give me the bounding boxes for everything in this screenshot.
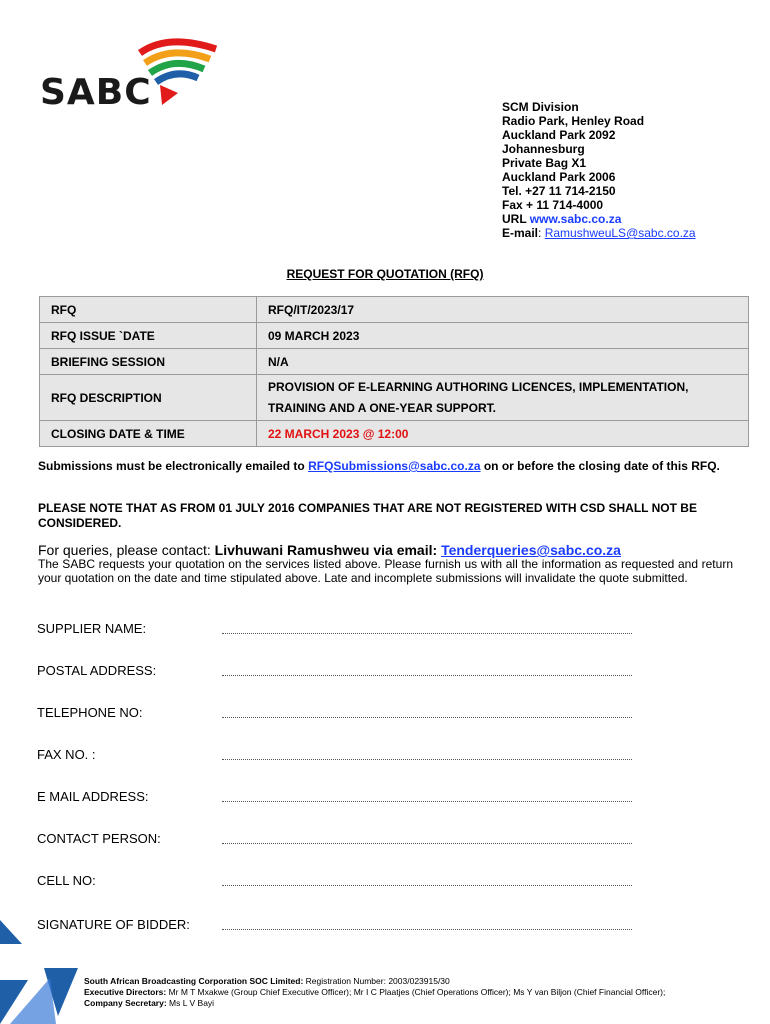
table-key: BRIEFING SESSION <box>40 349 257 375</box>
address-line: Radio Park, Henley Road <box>502 114 645 128</box>
email-label: E-mail <box>502 226 539 240</box>
supplier-name-line[interactable] <box>222 632 632 634</box>
footer-bold: South African Broadcasting Corporation SOC Limited: <box>84 976 304 986</box>
corner-decoration <box>0 920 80 1024</box>
email-address-label: E MAIL ADDRESS: <box>37 789 149 804</box>
email-address-line[interactable] <box>222 800 632 802</box>
footer-text: Ms L V Bayi <box>166 998 215 1008</box>
table-key: CLOSING DATE & TIME <box>40 421 257 447</box>
table-row <box>40 297 749 323</box>
email-sep: : <box>538 226 545 240</box>
footer-line <box>84 976 744 987</box>
address-line: Tel. +27 11 714-2150 <box>502 184 616 198</box>
email-line <box>502 226 696 240</box>
url-line <box>502 212 696 226</box>
csd-note: PLEASE NOTE THAT AS FROM 01 JULY 2016 COMPANIES THAT ARE NOT REGISTERED WITH CSD SHALL NOT BE CONSIDERED. <box>38 501 697 530</box>
footer-line <box>84 998 744 1009</box>
table-key: RFQ <box>40 297 257 323</box>
url-link[interactable]: www.sabc.co.za <box>529 212 622 226</box>
footer <box>84 976 744 1009</box>
fax-label: FAX NO. : <box>37 747 96 762</box>
submissions-paragraph <box>38 459 738 474</box>
table-row <box>40 421 749 447</box>
submissions-text: Submissions must be electronically emailed to <box>38 459 309 473</box>
rfq-table <box>39 296 749 447</box>
postal-address-label: POSTAL ADDRESS: <box>37 663 157 678</box>
address-line: Fax + 11 714-4000 <box>502 198 604 212</box>
address-line: Johannesburg <box>502 142 585 156</box>
contact-person-label: CONTACT PERSON: <box>37 831 161 846</box>
footer-text: Mr M T Mxakwe (Group Chief Executive Officer); Mr I C Plaatjes (Chief Operations Officer); Ms Y van Biljon (Chief Financial Officer); <box>166 987 666 997</box>
fax-line[interactable] <box>222 758 632 760</box>
instructions-paragraph: The SABC requests your quotation on the services listed above. Please furnish us with all the information as requested and return your quotation on the date and time stipulated above. Late and incomplete submissions will invalidate the quote submitted. <box>38 557 733 585</box>
address-line: Private Bag X1 <box>502 156 587 170</box>
url-label: URL <box>502 212 530 226</box>
queries-contact: Livhuwani Ramushweu via email: <box>214 542 442 558</box>
queries-line <box>38 542 621 558</box>
email-link[interactable]: RamushweuLS@sabc.co.za <box>544 226 696 240</box>
submissions-email-link[interactable]: RFQSubmissions@sabc.co.za <box>308 459 481 473</box>
table-row <box>40 349 749 375</box>
table-value: RFQ/IT/2023/17 <box>257 297 749 323</box>
cell-no-line[interactable] <box>222 884 632 886</box>
telephone-label: TELEPHONE NO: <box>37 705 143 720</box>
footer-line <box>84 987 744 998</box>
table-row <box>40 323 749 349</box>
address-line: Auckland Park 2006 <box>502 170 616 184</box>
document-title: REQUEST FOR QUOTATION (RFQ) <box>286 267 484 281</box>
signature-line[interactable] <box>222 928 632 930</box>
table-value: 09 MARCH 2023 <box>257 323 749 349</box>
table-key: RFQ ISSUE `DATE <box>40 323 257 349</box>
logo-text: SABC <box>40 72 152 113</box>
table-value: PROVISION OF E-LEARNING AUTHORING LICENCES, IMPLEMENTATION, TRAINING AND A ONE-YEAR SUPPORT. <box>257 375 749 421</box>
postal-address-line[interactable] <box>222 674 632 676</box>
footer-text: Registration Number: 2003/023915/30 <box>303 976 450 986</box>
table-row <box>40 375 749 421</box>
queries-prefix: For queries, please contact: <box>38 542 215 558</box>
signature-label: SIGNATURE OF BIDDER: <box>37 917 190 932</box>
footer-bold: Company Secretary: <box>84 998 167 1008</box>
queries-email-link[interactable]: Tenderqueries@sabc.co.za <box>441 542 621 558</box>
table-key: RFQ DESCRIPTION <box>40 375 257 421</box>
table-value: N/A <box>257 349 749 375</box>
telephone-line[interactable] <box>222 716 632 718</box>
address-block <box>502 100 696 240</box>
submissions-text-end: on or before the closing date of this RFQ. <box>480 459 720 473</box>
footer-bold: Executive Directors: <box>84 987 167 997</box>
supplier-name-label: SUPPLIER NAME: <box>37 621 147 636</box>
cell-no-label: CELL NO: <box>37 873 96 888</box>
contact-person-line[interactable] <box>222 842 632 844</box>
address-line: SCM Division <box>502 100 579 114</box>
address-line: Auckland Park 2092 <box>502 128 616 142</box>
closing-date-value: 22 MARCH 2023 @ 12:00 <box>257 421 749 447</box>
